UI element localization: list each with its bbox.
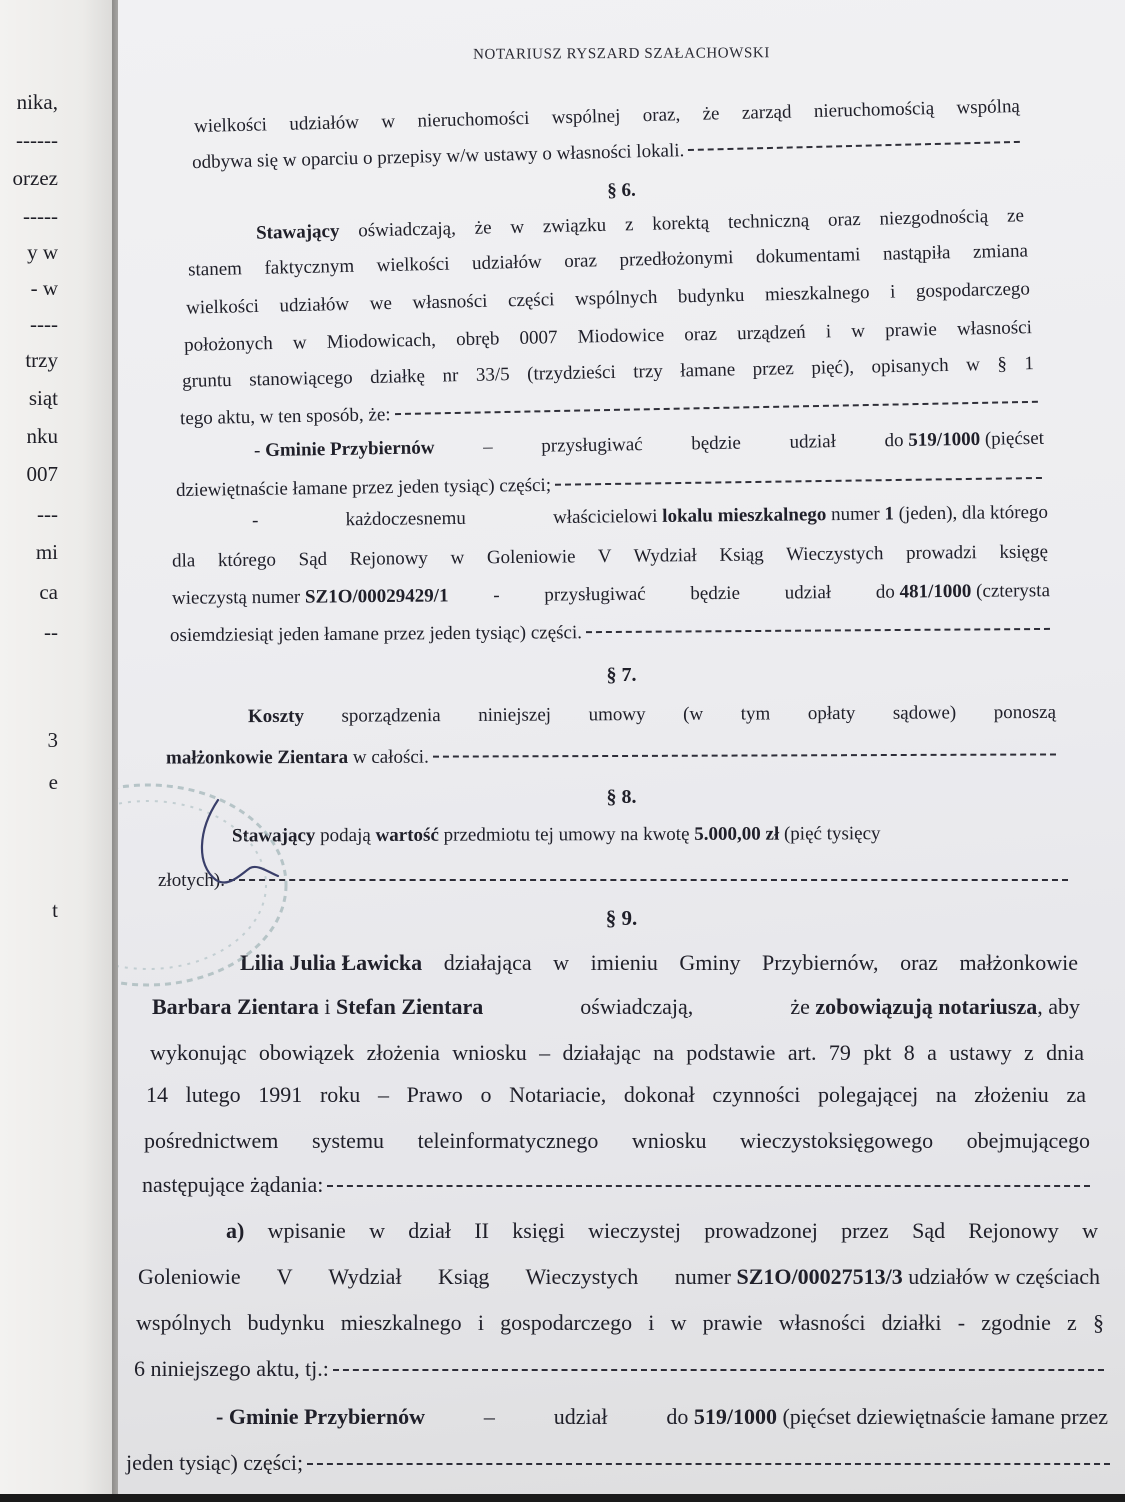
text-segment: - Gminie Przybiernów — [216, 1404, 425, 1429]
section-heading: § 9. — [605, 906, 638, 930]
text-segment: Goleniowie V Wydział Ksiąg Wieczystych numer — [138, 1264, 737, 1289]
text-line — [172, 541, 1048, 572]
text-segment: stanem faktycznym wielkości udziałów oraz przedłożonymi dokumentami nastąpiła zmiana — [187, 240, 1029, 281]
text-segment: Barbara Zientara — [152, 994, 319, 1019]
text-line — [166, 744, 1056, 769]
filler-dashes — [433, 753, 1056, 757]
text-line — [226, 1218, 1098, 1244]
text-segment: tego aktu, w ten sposób, że: — [179, 404, 391, 430]
bottom-edge — [0, 1494, 1125, 1502]
text-line — [256, 205, 1024, 244]
edge-fragment: nku — [26, 424, 58, 448]
filler-dashes — [395, 401, 1038, 415]
text-segment: (pięćset dziewiętnaście łamane przez — [776, 1404, 1108, 1429]
text-segment: wieczystą numer — [171, 586, 306, 609]
text-segment: numer — [826, 503, 885, 526]
text-segment: złotych). — [158, 870, 226, 891]
text-line — [138, 1264, 1100, 1290]
edge-fragment: nika, — [16, 90, 58, 114]
text-segment: oświadczają, że — [483, 994, 816, 1019]
filler-dashes — [555, 477, 1042, 486]
text-segment: - przysługiwać będzie udział do — [448, 581, 900, 607]
text-segment: (jeden), dla którego — [893, 501, 1049, 525]
filler-dashes — [586, 628, 1050, 633]
notary-header: NOTARIUSZ RYSZARD SZAŁACHOWSKI — [473, 45, 770, 63]
text-segment: 5.000,00 zł — [694, 823, 780, 845]
edge-fragment: siąt — [28, 386, 58, 410]
text-segment: jeden tysiąc) części; — [126, 1450, 304, 1475]
text-segment: SZ1O/00029429/1 — [304, 585, 449, 608]
edge-fragment: trzy — [25, 348, 58, 372]
text-line — [182, 353, 1034, 393]
text-line — [172, 580, 1050, 610]
edge-fragment: -- — [44, 620, 58, 644]
text-line — [240, 950, 1078, 976]
text-segment: SZ1O/00027513/3 — [736, 1264, 903, 1289]
text-segment: udziałów w częściach — [902, 1264, 1100, 1289]
text-segment: lokalu mieszkalnego — [662, 504, 827, 527]
filler-dashes — [333, 1369, 1104, 1371]
text-line — [254, 428, 1044, 462]
text-segment: 6 niniejszego aktu, tj.: — [134, 1356, 329, 1381]
edge-fragment: t — [52, 898, 58, 922]
text-segment: – przysługiwać będzie udział do — [434, 429, 909, 459]
text-segment: podają — [315, 824, 376, 847]
text-line — [184, 317, 1032, 357]
edge-fragment: 3 — [47, 728, 58, 752]
text-segment: a) — [226, 1218, 245, 1243]
text-line — [186, 278, 1030, 319]
text-segment: 1 — [884, 503, 895, 525]
edge-fragment: --- — [37, 502, 58, 526]
text-line — [252, 502, 1048, 532]
text-line — [170, 619, 1050, 647]
text-line — [192, 132, 1020, 174]
text-segment: wpisanie w dział II księgi wieczystej prowadzonej przez Sąd Rejonowy w — [244, 1218, 1098, 1243]
previous-page-edge — [0, 0, 118, 1502]
edge-fragment: e — [48, 770, 58, 794]
text-segment: - — [253, 440, 266, 462]
text-segment: (pięćset — [979, 427, 1045, 450]
text-segment: 519/1000 — [908, 428, 981, 451]
text-segment: dla którego Sąd Rejonowy w Goleniowie V Wydział Ksiąg Wieczystych prowadzi księgę — [171, 541, 1049, 572]
text-line — [216, 1404, 1108, 1430]
section-heading: § 7. — [606, 664, 637, 686]
text-segment: – udział do — [424, 1404, 694, 1429]
text-segment: małżonkowie Zientara — [165, 746, 349, 769]
text-line — [142, 1172, 1090, 1198]
text-segment: odbywa się w oparciu o przepisy w/w ustawy o własności lokali. — [191, 140, 685, 174]
edge-fragment: ------ — [16, 128, 58, 152]
edge-fragment: ---- — [30, 312, 58, 336]
edge-fragment: ----- — [23, 204, 58, 228]
text-segment: pośrednictwem systemu teleinformatycznego wniosku wieczystoksięgowego obejmującego — [144, 1128, 1090, 1153]
text-segment: Lilia Julia Ławicka — [240, 950, 423, 975]
text-line — [188, 240, 1028, 281]
text-segment: sporządzenia niniejszej umowy (w tym opłaty sądowe) ponoszą — [303, 701, 1057, 727]
text-segment: - każdoczesnemu właścicielowi — [251, 505, 663, 532]
text-segment: (pięć tysięcy — [779, 823, 881, 845]
filler-dashes — [307, 1463, 1110, 1465]
text-line — [136, 1310, 1104, 1336]
text-segment: 14 lutego 1991 roku – Prawo o Notariacie, dokonał czynności polegającej na złożeniu za — [146, 1082, 1086, 1107]
text-segment: i — [318, 994, 336, 1019]
text-line — [146, 1082, 1086, 1108]
text-segment: 519/1000 — [693, 1404, 777, 1429]
text-segment: gruntu stanowiącego działkę nr 33/5 (trzydzieści trzy łamane przez pięć), opisanych w § 1 — [181, 353, 1035, 392]
text-segment: wspólnych budynku mieszkalnego i gospodarczego i w prawie własności działki - zgodnie z § — [136, 1310, 1104, 1335]
text-line — [176, 468, 1042, 502]
text-line — [248, 702, 1056, 728]
text-segment: wielkości udziałów w nieruchomości wspólnej oraz, że zarząd nieruchomością wspólną — [193, 95, 1021, 138]
text-segment: dziewiętnaście łamane przez jeden tysiąc) części; — [175, 474, 552, 502]
text-segment: wykonując obowiązek złożenia wniosku – działając na podstawie art. 79 pkt 8 a ustawy z dnia — [150, 1040, 1084, 1065]
section-heading: § 8. — [606, 786, 637, 808]
filler-dashes — [688, 141, 1020, 151]
text-line — [144, 1128, 1090, 1154]
text-line — [126, 1450, 1110, 1476]
text-segment: w całości. — [348, 746, 429, 768]
text-segment: Stawający — [255, 220, 340, 244]
edge-fragment: y w — [27, 240, 58, 264]
text-segment: , aby — [1037, 994, 1080, 1019]
edge-fragment: 007 — [26, 462, 58, 486]
text-segment: wielkości udziałów we własności części wspólnych budynku mieszkalnego i gospodarczego — [185, 278, 1031, 319]
text-segment: osiemdziesiąt jeden łamane przez jeden tysiąc) części. — [169, 622, 583, 647]
text-segment: działająca w imieniu Gminy Przybiernów, oraz małżonkowie — [422, 950, 1078, 975]
text-segment: położonych w Miodowicach, obręb 0007 Miodowice oraz urządzeń i w prawie własności — [183, 317, 1033, 356]
text-line — [180, 392, 1038, 430]
deed-page — [118, 0, 1125, 1502]
edge-fragment: - w — [30, 276, 58, 300]
edge-fragment: orzez — [12, 166, 58, 190]
filler-dashes — [327, 1185, 1090, 1187]
text-segment: przedmiotu tej umowy na kwotę — [438, 823, 695, 846]
edge-fragment: ca — [39, 580, 58, 604]
text-line — [194, 96, 1020, 138]
filler-dashes — [229, 879, 1068, 881]
text-segment: wartość — [375, 824, 439, 846]
text-segment: 481/1000 — [899, 580, 972, 603]
section-heading: § 6. — [607, 179, 636, 202]
text-segment: oświadczają, że w związku z korektą techniczną oraz niezgodnością ze — [339, 205, 1025, 242]
text-line — [134, 1356, 1104, 1382]
text-segment: (czterysta — [971, 580, 1051, 602]
text-segment: Stawający — [231, 825, 316, 847]
text-line — [232, 823, 1068, 848]
text-segment: Gminie Przybiernów — [264, 437, 435, 462]
handwritten-signature — [188, 780, 328, 910]
text-segment: następujące żądania: — [142, 1172, 324, 1197]
text-segment: Stefan Zientara — [335, 994, 484, 1019]
text-segment: Koszty — [247, 705, 304, 728]
text-segment: zobowiązują notariusza — [815, 994, 1038, 1019]
text-line — [150, 1040, 1084, 1066]
edge-fragment: mi — [35, 540, 58, 564]
